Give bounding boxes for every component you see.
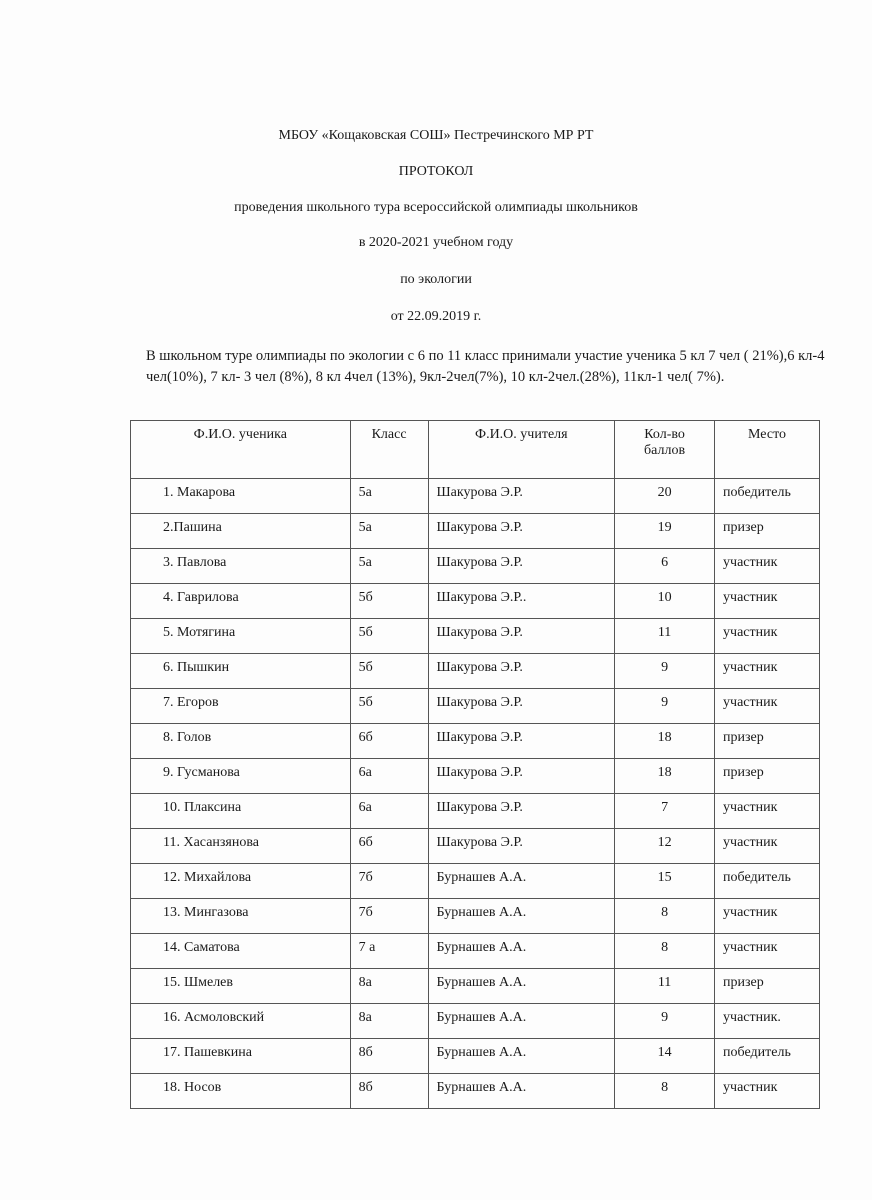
student-name: 3. Павлова — [131, 549, 351, 584]
class: 5а — [350, 479, 428, 514]
teacher-name: Шакурова Э.Р.. — [428, 584, 615, 619]
table-row — [131, 899, 820, 934]
results-table — [130, 420, 820, 1109]
class: 5б — [350, 689, 428, 724]
class: 6а — [350, 759, 428, 794]
table-row — [131, 794, 820, 829]
student-name: 6. Пышкин — [131, 654, 351, 689]
teacher-name: Бурнашев А.А. — [428, 969, 615, 1004]
place: призер — [715, 514, 820, 549]
class: 6б — [350, 829, 428, 864]
score: 8 — [615, 899, 715, 934]
student-name: 9. Гусманова — [131, 759, 351, 794]
teacher-name: Шакурова Э.Р. — [428, 654, 615, 689]
student-name: 11. Хасанзянова — [131, 829, 351, 864]
teacher-name: Бурнашев А.А. — [428, 1004, 615, 1039]
teacher-name: Шакурова Э.Р. — [428, 619, 615, 654]
student-name: 14. Саматова — [131, 934, 351, 969]
teacher-name: Шакурова Э.Р. — [428, 549, 615, 584]
header-place: Место — [715, 421, 820, 479]
score: 9 — [615, 654, 715, 689]
header-class: Класс — [350, 421, 428, 479]
school-name: МБОУ «Кощаковская СОШ» Пестречинского МР РТ — [278, 128, 594, 143]
score: 7 — [615, 794, 715, 829]
score: 12 — [615, 829, 715, 864]
table-row — [131, 1039, 820, 1074]
teacher-name: Шакурова Э.Р. — [428, 724, 615, 759]
teacher-name: Шакурова Э.Р. — [428, 514, 615, 549]
class: 7 а — [350, 934, 428, 969]
score: 9 — [615, 689, 715, 724]
teacher-name: Шакурова Э.Р. — [428, 829, 615, 864]
score: 18 — [615, 724, 715, 759]
class: 6б — [350, 724, 428, 759]
place: участник — [715, 584, 820, 619]
score: 19 — [615, 514, 715, 549]
class: 8б — [350, 1039, 428, 1074]
teacher-name: Бурнашев А.А. — [428, 1074, 615, 1109]
table-row — [131, 1004, 820, 1039]
header-teacher: Ф.И.О. учителя — [428, 421, 615, 479]
score: 18 — [615, 759, 715, 794]
place: участник — [715, 689, 820, 724]
teacher-name: Бурнашев А.А. — [428, 864, 615, 899]
table-row — [131, 549, 820, 584]
place: участник — [715, 619, 820, 654]
class: 7б — [350, 864, 428, 899]
student-name: 12. Михайлова — [131, 864, 351, 899]
teacher-name: Бурнашев А.А. — [428, 1039, 615, 1074]
student-name: 10. Плаксина — [131, 794, 351, 829]
score: 20 — [615, 479, 715, 514]
place: участник — [715, 934, 820, 969]
place: призер — [715, 759, 820, 794]
student-name: 15. Шмелев — [131, 969, 351, 1004]
score: 10 — [615, 584, 715, 619]
table-row — [131, 759, 820, 794]
place: призер — [715, 969, 820, 1004]
table-row — [131, 724, 820, 759]
table-row — [131, 584, 820, 619]
table-row — [131, 479, 820, 514]
student-name: 7. Егоров — [131, 689, 351, 724]
place: участник. — [715, 1004, 820, 1039]
student-name: 1. Макарова — [131, 479, 351, 514]
place: участник — [715, 654, 820, 689]
teacher-name: Шакурова Э.Р. — [428, 794, 615, 829]
header-student: Ф.И.О. ученика — [131, 421, 351, 479]
student-name: 8. Голов — [131, 724, 351, 759]
student-name: 5. Мотягина — [131, 619, 351, 654]
place: победитель — [715, 479, 820, 514]
teacher-name: Бурнашев А.А. — [428, 899, 615, 934]
class: 6а — [350, 794, 428, 829]
class: 5б — [350, 654, 428, 689]
doc-date: от 22.09.2019 г. — [390, 309, 482, 324]
intro-paragraph: В школьном туре олимпиады по экологии с 6 по 11 класс принимали участие ученика 5 кл 7 чел ( 21%),6 кл-4 чел(10%), 7 кл- 3 чел (8%), 8 кл 4чел (13%), 9кл-2чел(7%), 10 кл-2чел.(28%), 11кл-1 чел( 7%). — [146, 348, 825, 385]
place: участник — [715, 829, 820, 864]
score: 15 — [615, 864, 715, 899]
place: победитель — [715, 864, 820, 899]
score: 9 — [615, 1004, 715, 1039]
table-row — [131, 619, 820, 654]
school-year: в 2020-2021 учебном году — [358, 235, 514, 250]
student-name: 16. Асмоловский — [131, 1004, 351, 1039]
class: 8а — [350, 969, 428, 1004]
student-name: 17. Пашевкина — [131, 1039, 351, 1074]
table-row — [131, 864, 820, 899]
teacher-name: Шакурова Э.Р. — [428, 759, 615, 794]
table-row — [131, 689, 820, 724]
teacher-name: Шакурова Э.Р. — [428, 479, 615, 514]
score: 14 — [615, 1039, 715, 1074]
class: 8а — [350, 1004, 428, 1039]
score: 8 — [615, 934, 715, 969]
student-name: 18. Носов — [131, 1074, 351, 1109]
score: 8 — [615, 1074, 715, 1109]
class: 5а — [350, 514, 428, 549]
table-row — [131, 969, 820, 1004]
header-score: Кол-во баллов — [615, 421, 715, 479]
table-row — [131, 654, 820, 689]
class: 5б — [350, 584, 428, 619]
doc-title: ПРОТОКОЛ — [398, 164, 474, 179]
place: победитель — [715, 1039, 820, 1074]
score: 11 — [615, 969, 715, 1004]
table-header-row — [131, 421, 820, 479]
class: 5б — [350, 619, 428, 654]
place: участник — [715, 899, 820, 934]
table-row — [131, 1074, 820, 1109]
table-row — [131, 934, 820, 969]
subject: по экологии — [400, 272, 472, 287]
table-row — [131, 829, 820, 864]
table-row — [131, 514, 820, 549]
teacher-name: Шакурова Э.Р. — [428, 689, 615, 724]
class: 5а — [350, 549, 428, 584]
teacher-name: Бурнашев А.А. — [428, 934, 615, 969]
place: призер — [715, 724, 820, 759]
student-name: 2.Пашина — [131, 514, 351, 549]
student-name: 4. Гаврилова — [131, 584, 351, 619]
place: участник — [715, 794, 820, 829]
score: 11 — [615, 619, 715, 654]
doc-subtitle: проведения школьного тура всероссийской олимпиады школьников — [234, 200, 638, 215]
place: участник — [715, 1074, 820, 1109]
student-name: 13. Мингазова — [131, 899, 351, 934]
place: участник — [715, 549, 820, 584]
score: 6 — [615, 549, 715, 584]
class: 7б — [350, 899, 428, 934]
class: 8б — [350, 1074, 428, 1109]
